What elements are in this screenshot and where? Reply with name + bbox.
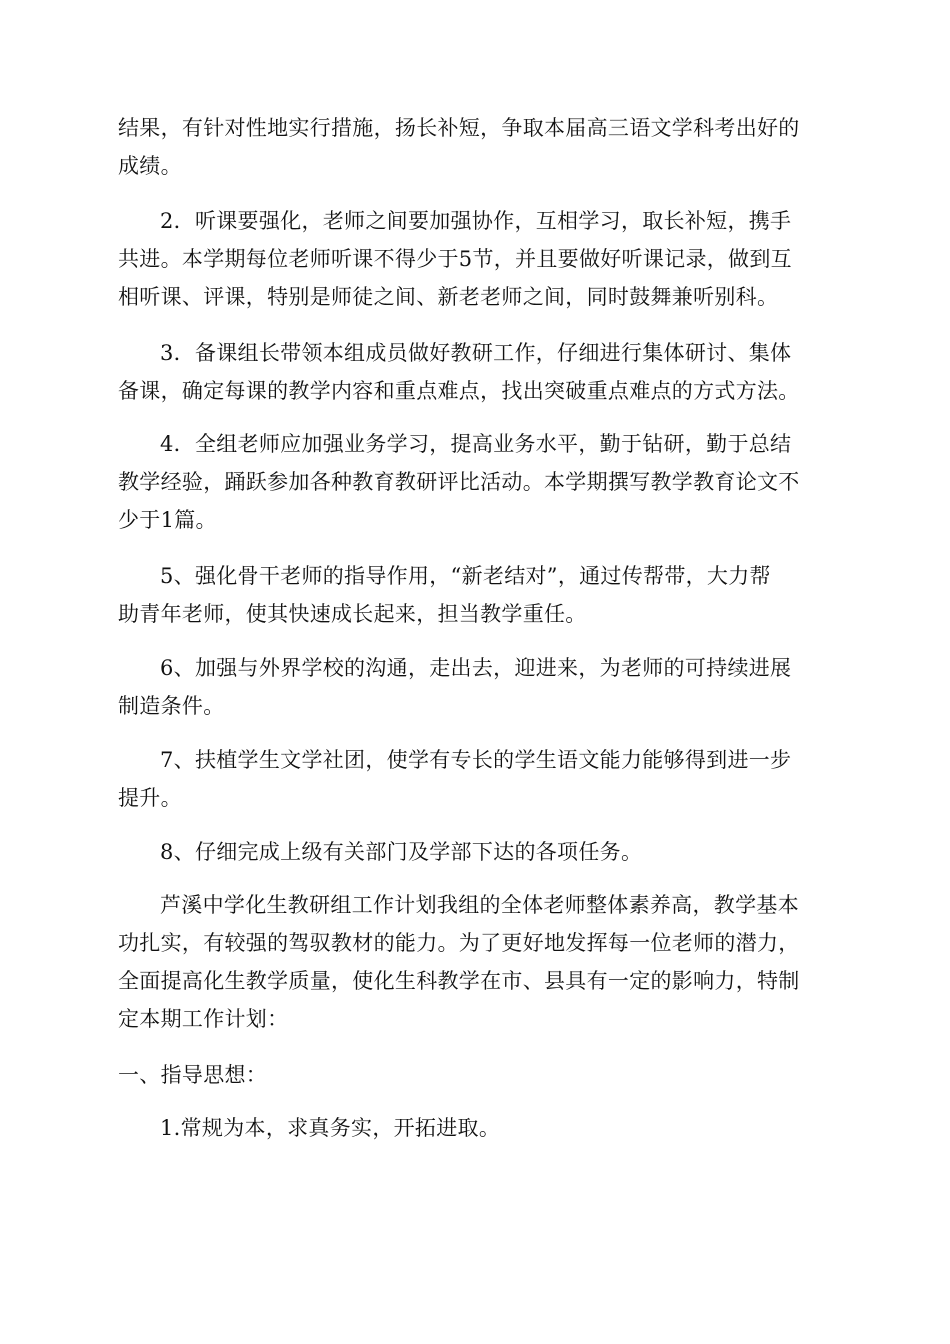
text-line: 芦溪中学化生教研组工作计划我组的全体老师整体素养高，教学基本 (160, 893, 799, 917)
text-line: 提升。 (118, 786, 182, 810)
text-line: 一、指导思想： (118, 1063, 268, 1087)
text-line: 7、扶植学生文学社团，使学有专长的学生语文能力能够得到进一步 (160, 748, 792, 772)
text-line: 少于1篇。 (118, 508, 217, 532)
text-line: 4．全组老师应加强业务学习，提高业务水平，勤于钻研，勤于总结 (160, 432, 792, 456)
text-line: 1.常规为本，求真务实，开拓进取。 (160, 1116, 501, 1140)
text-line: 共进。本学期每位老师听课不得少于5节，并且要做好听课记录，做到互 (118, 247, 792, 271)
paragraph-item-6 (118, 649, 834, 725)
paragraph-intro (118, 886, 834, 1038)
text-line: 6、加强与外界学校的沟通，走出去，迎进来，为老师的可持续进展 (160, 656, 792, 680)
section-heading (118, 1056, 834, 1094)
text-line: 成绩。 (118, 154, 182, 178)
paragraph-item-2 (118, 202, 834, 316)
text-line: 教学经验，踊跃参加各种教育教研评比活动。本学期撰写教学教育论文不 (118, 470, 800, 494)
text-line: 8、仔细完成上级有关部门及学部下达的各项任务。 (160, 840, 643, 864)
text-line: 助青年老师，使其快速成长起来，担当教学重任。 (118, 602, 587, 626)
text-line: 结果，有针对性地实行措施，扬长补短，争取本届高三语文学科考出好的 (118, 116, 800, 140)
text-line: 备课，确定每课的教学内容和重点难点，找出突破重点难点的方式方法。 (118, 379, 800, 403)
text-line: 全面提高化生教学质量，使化生科教学在市、县具有一定的影响力，特制 (118, 969, 800, 993)
paragraph-item-7 (118, 741, 834, 817)
text-line: 3．备课组长带领本组成员做好教研工作，仔细进行集体研讨、集体 (160, 341, 792, 365)
paragraph-item-3 (118, 334, 834, 410)
paragraph-item-5 (118, 557, 834, 633)
text-line: 制造条件。 (118, 694, 225, 718)
paragraph-guideline-1 (118, 1109, 834, 1147)
text-line: 相听课、评课，特别是师徒之间、新老老师之间，同时鼓舞兼听别科。 (118, 285, 779, 309)
paragraph-continuation (118, 109, 834, 185)
text-line: 2．听课要强化，老师之间要加强协作，互相学习，取长补短，携手 (160, 209, 792, 233)
paragraph-item-4 (118, 425, 834, 539)
text-line: 5、强化骨干老师的指导作用，“新老结对”，通过传帮带，大力帮 (160, 564, 771, 588)
text-line: 定本期工作计划： (118, 1007, 289, 1031)
text-line: 功扎实，有较强的驾驭教材的能力。为了更好地发挥每一位老师的潜力， (118, 931, 800, 955)
paragraph-item-8 (118, 833, 834, 871)
